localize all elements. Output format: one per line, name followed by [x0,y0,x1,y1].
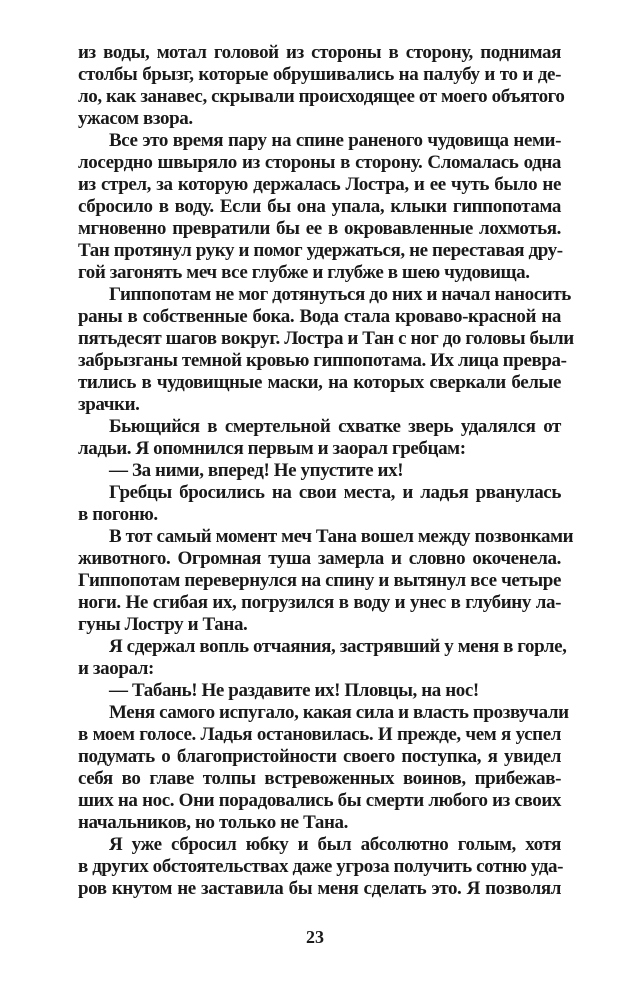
text-line: сбросило в воду. Если бы она упала, клыки гиппопотама [78,196,561,217]
text-line: Меня самого испугало, какая сила и власть прозвучали [109,702,569,723]
page-number: 23 [306,927,324,947]
text-line: Гиппопотам не мог дотянуться до них и начал наносить [109,284,571,305]
text-line: Гребцы бросились на свои места, и ладья рванулась [109,482,561,503]
text-line: Все это время пару на спине раненого чудовища неми- [109,130,561,151]
text-line: в моем голосе. Ладья остановилась. И прежде, чем я успел [78,724,561,745]
text-line: ноги. Не сгибая их, погрузился в воду и унес в глубину ла- [78,592,561,613]
text-line: раны в собственные бока. Вода стала кроваво-красной на [78,306,561,327]
text-line: ладьи. Я опомнился первым и заорал гребцам: [78,438,466,459]
text-line: себя во главе толпы встревоженных воинов, прибежав- [78,768,561,789]
text-line: начальников, но только не Тана. [78,812,348,833]
text-line: Гиппопотам перевернулся на спину и вытянул все четыре [78,570,561,591]
text-line: и заорал: [78,658,154,679]
text-line: гуны Лостру и Тана. [78,614,248,635]
text-line: Я уже сбросил юбку и был абсолютно голым, хотя [109,834,561,855]
text-line: гой загонять меч все глубже и глубже в шею чудовища. [78,262,530,283]
text-line: ло, как занавес, скрывали происходящее от моего объятого [78,86,565,107]
text-line: ших на нос. Они порадовались бы смерти любого из своих [78,790,561,811]
text-line: Я сдержал вопль отчаяния, застрявший у меня в горле, [109,636,567,657]
text-line: Бьющийся в смертельной схватке зверь удалялся от [109,416,561,437]
text-line: забрызганы темной кровью гиппопотама. Их лица превра- [78,350,567,371]
text-line: — Табань! Не раздавите их! Пловцы, на нос! [109,680,479,701]
text-line: в других обстоятельствах даже угроза получить сотню уда- [78,856,564,877]
text-line: в погоню. [78,504,158,525]
text-line: тились в чудовищные маски, на которых сверкали белые [78,372,561,393]
text-line: Тан протянул руку и помог удержаться, не переставая дру- [78,240,563,261]
text-line: В тот самый момент меч Тана вошел между позвонками [109,526,574,547]
text-line: зрачки. [78,394,140,415]
text-line: лосердно швыряло из стороны в сторону. Сломалась одна [78,152,561,173]
text-line: подумать о благопристойности своего поступка, я увидел [78,746,561,767]
text-line: — За ними, вперед! Не упустите их! [109,460,404,481]
text-line: ужасом взора. [78,108,193,129]
text-line: столбы брызг, которые обрушивались на палубу и то и де- [78,64,561,85]
text-line: мгновенно превратили бы ее в окровавленные лохмотья. [78,218,561,239]
text-line: животного. Огромная туша замерла и словно окоченела. [78,548,561,569]
book-page-text [78,42,574,900]
text-line: из стрел, за которую держалась Лостра, и ее чуть было не [78,174,561,195]
text-line: ров кнутом не заставила бы меня сделать это. Я позволял [78,878,561,899]
text-line: пятьдесят шагов вокруг. Лостра и Тан с ног до головы были [78,328,574,349]
text-line: из воды, мотал головой из стороны в сторону, поднимая [78,42,561,63]
